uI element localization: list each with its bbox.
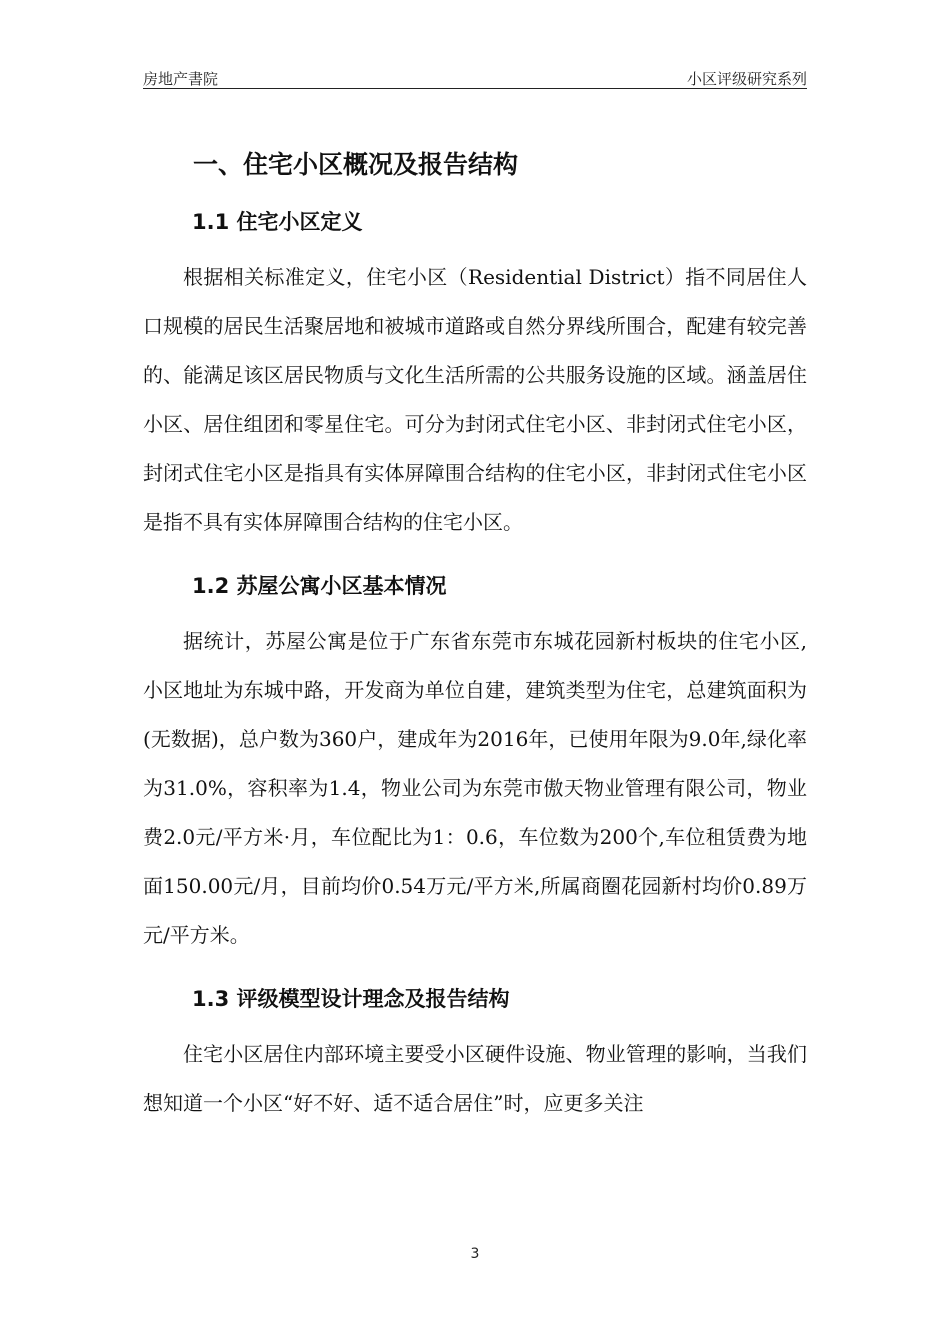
section-1-3-heading: 1.3 评级模型设计理念及报告结构: [192, 987, 510, 1011]
chapter-title: 一、住宅小区概况及报告结构: [193, 150, 519, 179]
section-1-2-heading: 1.2 苏屋公寓小区基本情况: [192, 574, 447, 598]
section-1-1-paragraph: 根据相关标准定义，住宅小区（Residential District）指不同居住人口规模的居民生活聚居地和被城市道路或自然分界线所围合，配建有较完善的、能满足该区居民物质与文化生活所需的公共服务设施的区域。涵盖居住小区、居住组团和零星住宅。可分为封闭式住宅小区、非封闭式住宅小区，封闭式住宅小区是指具有实体屏障围合结构的住宅小区，非封闭式住宅小区是指不具有实体屏障围合结构的住宅小区。: [143, 265, 807, 534]
section-1-2-paragraph: 据统计，苏屋公寓是位于广东省东莞市东城花园新村板块的住宅小区,小区地址为东城中路，开发商为单位自建，建筑类型为住宅，总建筑面积为(无数据)，总户数为360户，建成年为2016年，已使用年限为9.0年,绿化率为31.0%，容积率为1.4，物业公司为东莞市傲天物业管理有限公司，物业费2.0元/平方米·月，车位配比为1：0.6，车位数为200个,车位租赁费为地面150.00元/月，目前均价0.54万元/平方米,所属商圈花园新村均价0.89万元/平方米。: [143, 629, 807, 947]
page-number: 3: [470, 1246, 480, 1262]
header-right-text: 小区评级研究系列: [686, 70, 807, 88]
document-body: [143, 140, 807, 1128]
section-1-3-paragraph: 住宅小区居住内部环境主要受小区硬件设施、物业管理的影响，当我们想知道一个小区“好不好、适不适合居住”时，应更多关注: [143, 1042, 807, 1115]
page-header: [143, 64, 807, 89]
header-left-text: 房地产書院: [143, 70, 219, 88]
section-1-1-heading: 1.1 住宅小区定义: [192, 210, 363, 234]
